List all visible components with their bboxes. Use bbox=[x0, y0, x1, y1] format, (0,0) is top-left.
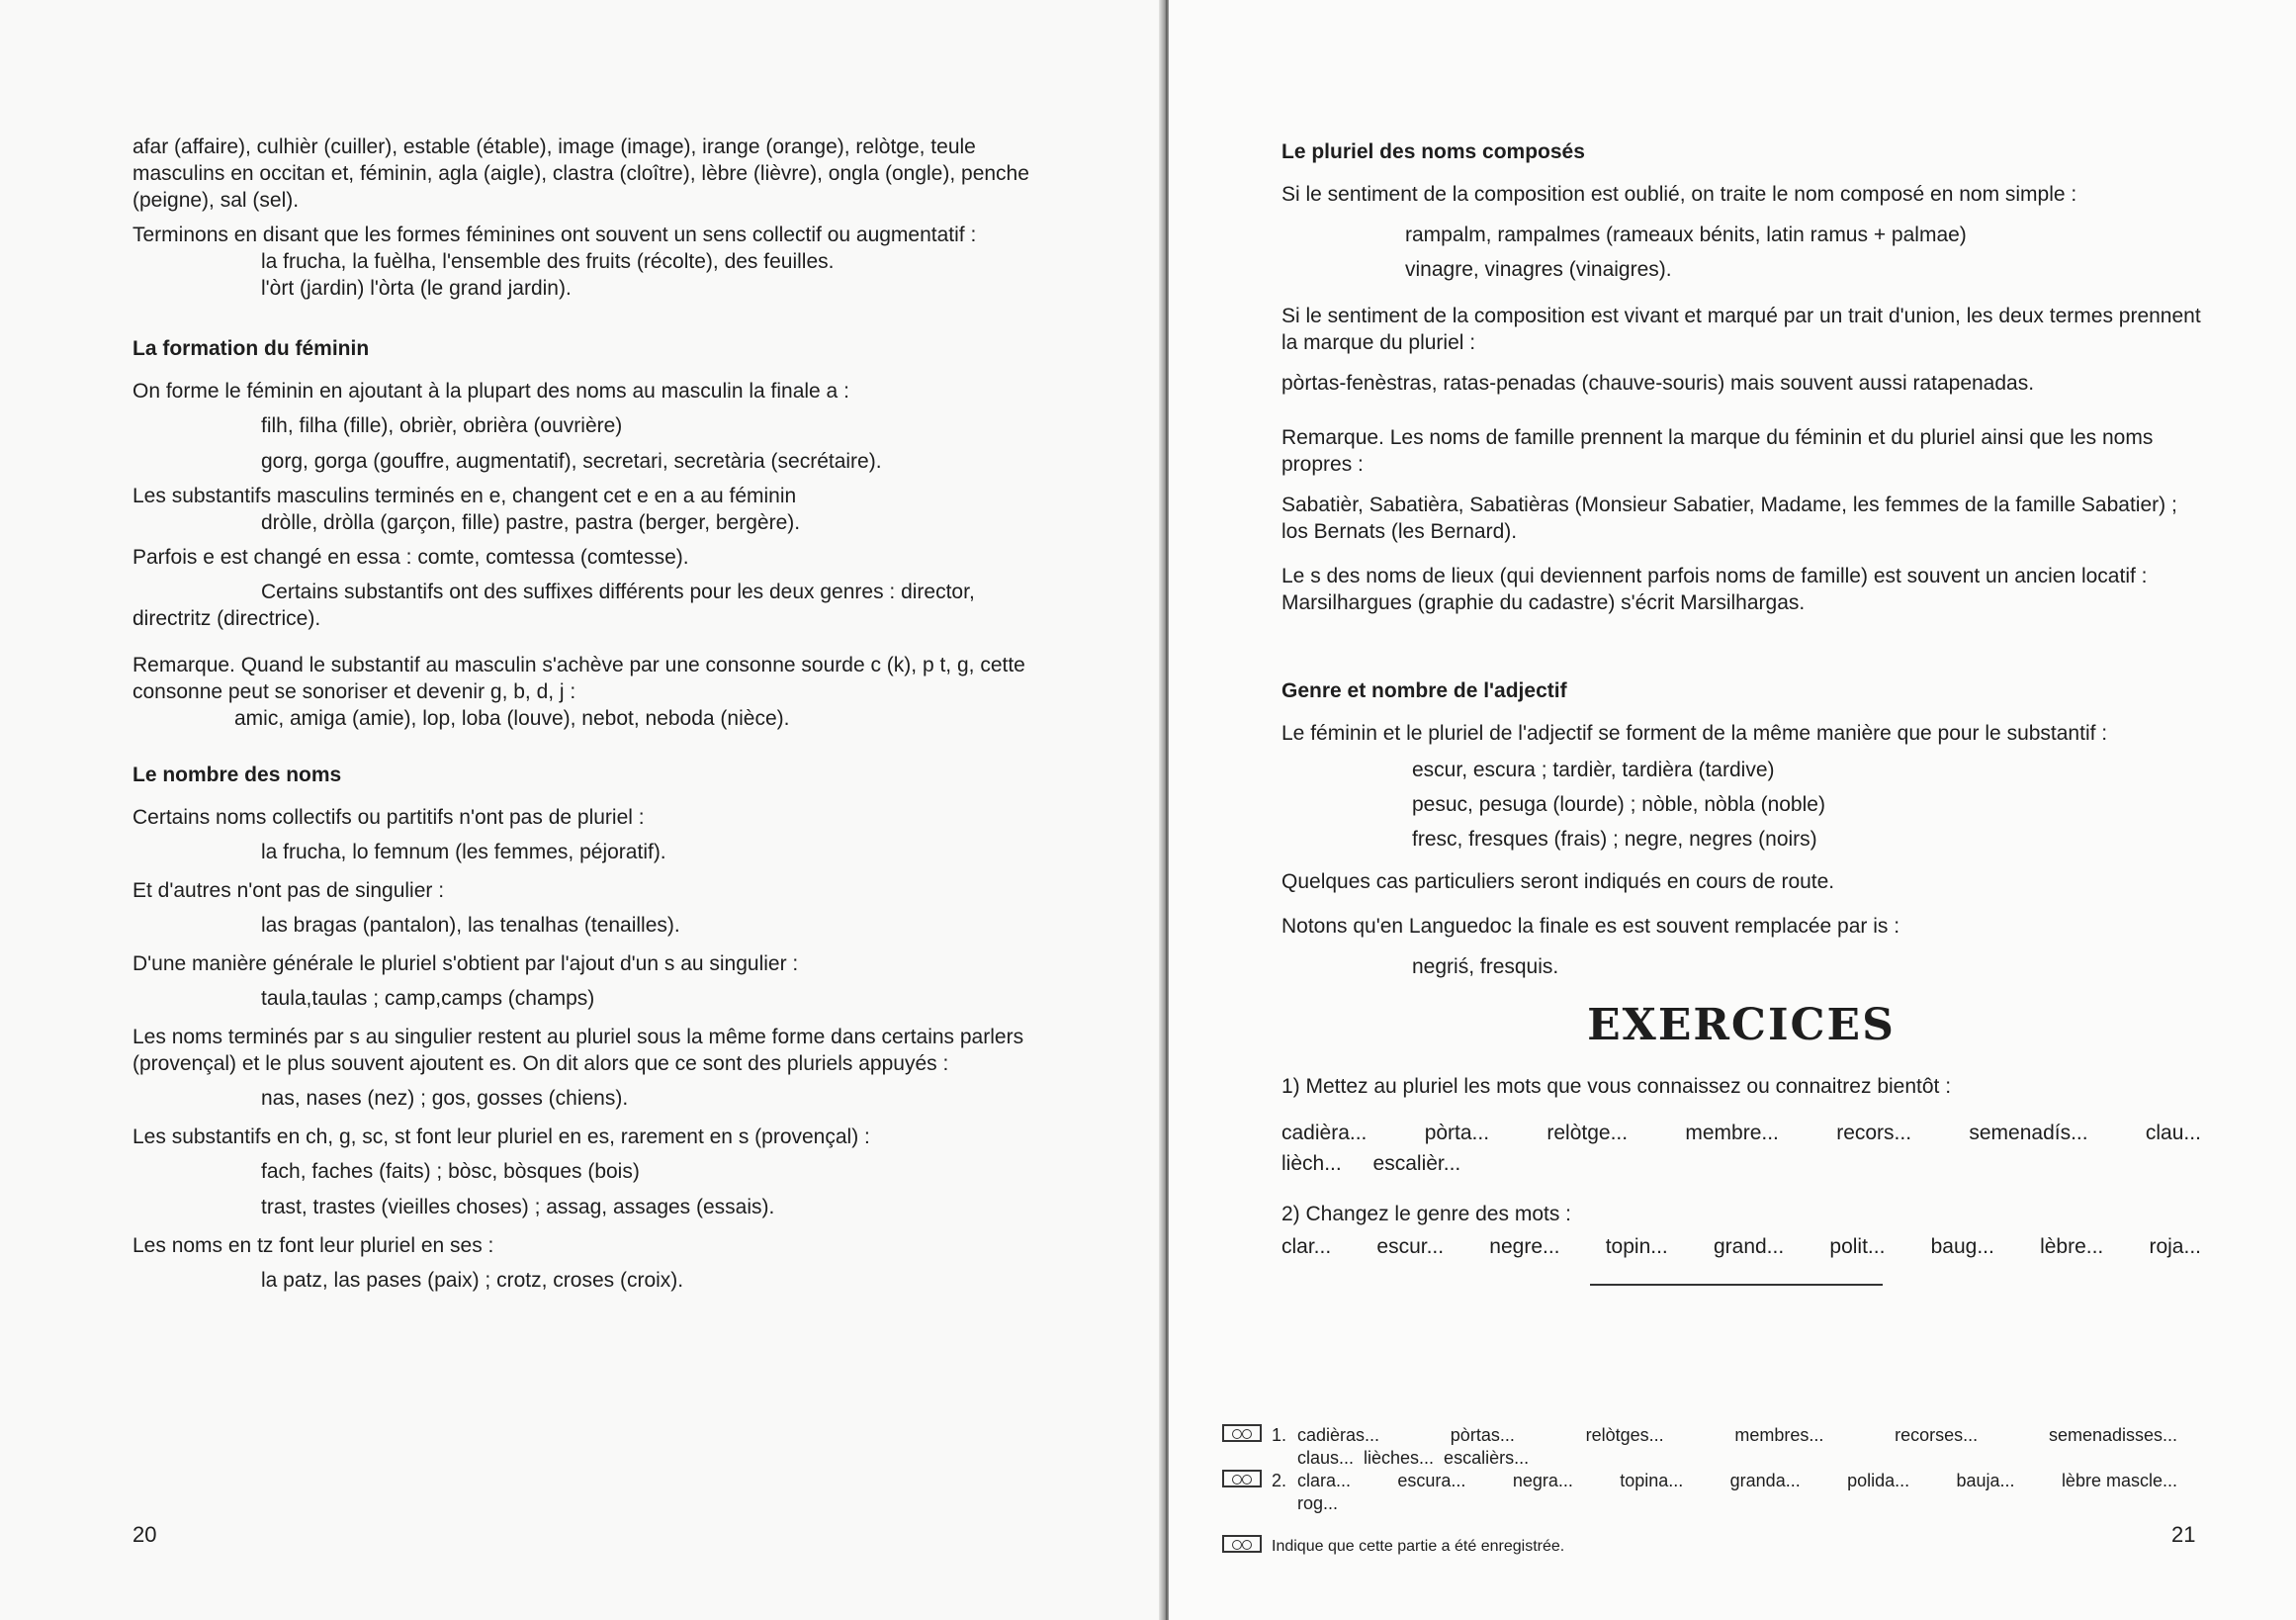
answer-number: 2. bbox=[1272, 1471, 1287, 1490]
answer-word: escura... bbox=[1397, 1471, 1466, 1490]
answer-key-2 bbox=[1222, 1470, 2191, 1515]
exercise-word: clau... bbox=[2145, 1122, 2201, 1144]
paragraph-languedoc: Notons qu'en Languedoc la finale es est souvent remplacée par is : bbox=[1281, 915, 1900, 938]
paragraph-suffixes: Certains substantifs ont des suffixes différents pour les deux genres : director, directritz (directrice). bbox=[132, 581, 975, 630]
answer-word: negra... bbox=[1512, 1471, 1573, 1490]
answer-number: 1. bbox=[1272, 1425, 1287, 1445]
answer-word: relòtges... bbox=[1585, 1425, 1664, 1445]
example-vinagre: vinagre, vinagres (vinaigres). bbox=[1405, 258, 1672, 281]
exercise-word: topin... bbox=[1605, 1235, 1668, 1258]
paragraph-sabatier: Sabatièr, Sabatièra, Sabatièras (Monsieur Sabatier, Madame, les femmes de la famille Sabatier) ; los Bernats (les Bernard). bbox=[1281, 494, 2177, 543]
paragraph-composition-vivante: Si le sentiment de la composition est vivant et marqué par un trait d'union, les deux termes prennent la marque du pluriel : bbox=[1281, 305, 2201, 354]
exercise-word: grand... bbox=[1713, 1235, 1785, 1258]
exercise-word: escalièr... bbox=[1372, 1152, 1461, 1175]
example-gorg: gorg, gorga (gouffre, augmentatif), secretari, secretària (secrétaire). bbox=[261, 450, 882, 473]
example-trast: trast, trastes (vieilles choses) ; assag, assages (essais). bbox=[261, 1196, 775, 1218]
exercise-word: relòtge... bbox=[1546, 1122, 1629, 1144]
exercise-2-words bbox=[1281, 1233, 2201, 1260]
exercise-word: clar... bbox=[1281, 1235, 1332, 1258]
exercise-word: escur... bbox=[1376, 1235, 1445, 1258]
example-bragas: las bragas (pantalon), las tenalhas (tenailles). bbox=[261, 914, 680, 937]
answer-1-line-2: claus... lièches... escalièrs... bbox=[1297, 1448, 1530, 1468]
exercise-word: baug... bbox=[1930, 1235, 1994, 1258]
exercise-1-prompt: 1) Mettez au pluriel les mots que vous connaissez ou connaitrez bientôt : bbox=[1281, 1075, 1952, 1098]
left-page-body bbox=[132, 134, 1048, 1294]
answer-2-line-2: rog... bbox=[1297, 1493, 1339, 1513]
cassette-legend bbox=[1222, 1535, 2191, 1558]
example-drolle: dròlle, dròlla (garçon, fille) pastre, pastra (berger, bergère). bbox=[261, 511, 801, 534]
paragraph-adjectif-intro: Le féminin et le pluriel de l'adjectif se forment de la même manière que pour le substantif : bbox=[1281, 722, 2108, 745]
exercise-word: roja... bbox=[2149, 1235, 2201, 1258]
heading-genre-nombre-adjectif: Genre et nombre de l'adjectif bbox=[1281, 679, 1567, 702]
paragraph-masculins-e: Les substantifs masculins terminés en e, changent cet e en a au féminin bbox=[132, 485, 797, 507]
exercise-word: lèbre... bbox=[2040, 1235, 2104, 1258]
exercise-word: membre... bbox=[1685, 1122, 1779, 1144]
example-nas: nas, nases (nez) ; gos, gosses (chiens). bbox=[261, 1087, 629, 1110]
example-amic: amic, amiga (amie), lop, loba (louve), nebot, neboda (nièce). bbox=[234, 707, 790, 730]
paragraph-feminin-intro: On forme le féminin en ajoutant à la plupart des noms au masculin la finale a : bbox=[132, 380, 849, 403]
example-pesuc: pesuc, pesuga (lourde) ; nòble, nòbla (noble) bbox=[1412, 793, 1825, 816]
example-rampalm: rampalm, rampalmes (rameaux bénits, latin ramus + palmae) bbox=[1405, 224, 1967, 246]
answer-word: cadièras... bbox=[1297, 1425, 1380, 1445]
paragraph-portas-fenestras: pòrtas-fenèstras, ratas-penadas (chauve-souris) mais souvent aussi ratapenadas. bbox=[1281, 372, 2035, 395]
paragraph-pluriel-general: D'une manière générale le pluriel s'obtient par l'ajout d'un s au singulier : bbox=[132, 952, 799, 975]
exercise-word: recors... bbox=[1836, 1122, 1912, 1144]
paragraph-termines-s: Les noms terminés par s au singulier restent au pluriel sous la même forme dans certains parlers (provençal) et le plus souvent ajoutent es. On dit alors que ce sont des pluriels appuyés : bbox=[132, 1026, 1024, 1075]
page-number-right: 21 bbox=[2171, 1522, 2196, 1547]
exercise-1-words bbox=[1281, 1120, 2201, 1146]
paragraph-remarque-consonne: Remarque. Quand le substantif au masculin s'achève par une consonne sourde c (k), p t, g, cette consonne peut se sonoriser et devenir g, b, d, j : bbox=[132, 654, 1025, 703]
paragraph-collectifs: Certains noms collectifs ou partitifs n'ont pas de pluriel : bbox=[132, 806, 645, 829]
heading-nombre-noms: Le nombre des noms bbox=[132, 764, 342, 786]
example-frucha: la frucha, la fuèlha, l'ensemble des fruits (récolte), des feuilles. bbox=[261, 250, 835, 273]
answer-word: topina... bbox=[1620, 1471, 1684, 1490]
right-page bbox=[1169, 0, 2296, 1620]
example-negris: negriś, fresquis. bbox=[1412, 955, 1559, 978]
example-fach: fach, faches (faits) ; bòsc, bòsques (bois) bbox=[261, 1160, 640, 1183]
paragraph-collectif-augmentatif: Terminons en disant que les formes féminines ont souvent un sens collectif ou augmentatif : bbox=[132, 224, 977, 246]
answer-word: clara... bbox=[1297, 1471, 1352, 1490]
paragraph-masculins-occitan: afar (affaire), culhièr (cuiller), estable (étable), image (image), irange (orange), relòtge, teule masculins en occitan et, féminin, agla (aigle), clastra (cloître), lèbre (lièvre), ongla (ongle), penche (peigne), sal (sel). bbox=[132, 135, 1029, 212]
example-fresc: fresc, fresques (frais) ; negre, negres (noirs) bbox=[1412, 828, 1817, 851]
exercise-word: pòrta... bbox=[1424, 1122, 1490, 1144]
example-ort: l'òrt (jardin) l'òrta (le grand jardin). bbox=[261, 277, 572, 300]
example-filh: filh, filha (fille), obrièr, obrièra (ouvrière) bbox=[261, 414, 623, 437]
paragraph-cas-particuliers: Quelques cas particuliers seront indiqués en cours de route. bbox=[1281, 870, 1835, 893]
paragraph-ch-g-sc-st: Les substantifs en ch, g, sc, st font leur pluriel en es, rarement en s (provençal) : bbox=[132, 1125, 870, 1148]
answer-word: bauja... bbox=[1956, 1471, 2015, 1490]
answer-word: lèbre mascle... bbox=[2061, 1471, 2177, 1490]
cassette-icon bbox=[1222, 1424, 1262, 1442]
legend-text: Indique que cette partie a été enregistrée. bbox=[1272, 1538, 1565, 1555]
answer-word: recorses... bbox=[1895, 1425, 1979, 1445]
paragraph-singulier: Et d'autres n'ont pas de singulier : bbox=[132, 879, 445, 902]
answer-separator-rule bbox=[1590, 1284, 1883, 1286]
exercise-word: polit... bbox=[1829, 1235, 1886, 1258]
answer-word: membres... bbox=[1734, 1425, 1824, 1445]
answer-key-1 bbox=[1222, 1424, 2191, 1470]
heading-formation-feminin: La formation du féminin bbox=[132, 337, 370, 360]
heading-noms-composes: Le pluriel des noms composés bbox=[1281, 140, 1585, 163]
exercise-word: negre... bbox=[1489, 1235, 1560, 1258]
exercise-1-words-line-2 bbox=[1281, 1150, 2201, 1177]
example-taula: taula,taulas ; camp,camps (champs) bbox=[261, 987, 595, 1010]
paragraph-noms-lieux: Le s des noms de lieux (qui deviennent parfois noms de famille) est souvent un ancien locatif : Marsilhargues (graphie du cadastre) s'écrit Marsilhargas. bbox=[1281, 565, 2148, 614]
example-patz: la patz, las pases (paix) ; crotz, croses (croix). bbox=[261, 1269, 684, 1292]
right-page-body bbox=[1281, 138, 2201, 1302]
cassette-icon bbox=[1222, 1535, 1262, 1553]
paragraph-tz: Les noms en tz font leur pluriel en ses : bbox=[132, 1234, 494, 1257]
answer-word: semenadisses... bbox=[2048, 1425, 2177, 1445]
exercices-title: EXERCICES bbox=[1587, 1000, 1896, 1050]
answer-word: granda... bbox=[1729, 1471, 1801, 1490]
paragraph-composition-oubliee: Si le sentiment de la composition est oublié, on traite le nom composé en nom simple : bbox=[1281, 183, 2077, 206]
cassette-icon bbox=[1222, 1470, 1262, 1487]
exercise-word: semenadís... bbox=[1969, 1122, 2088, 1144]
page-number-left: 20 bbox=[132, 1522, 157, 1547]
example-femnum: la frucha, lo femnum (les femmes, péjoratif). bbox=[261, 841, 666, 863]
example-escur: escur, escura ; tardièr, tardièra (tardive) bbox=[1412, 759, 1775, 781]
exercise-2-prompt: 2) Changez le genre des mots : bbox=[1281, 1203, 1571, 1225]
exercise-word: lièch... bbox=[1281, 1152, 1342, 1175]
paragraph-essa: Parfois e est changé en essa : comte, comtessa (comtesse). bbox=[132, 546, 689, 569]
answer-word: polida... bbox=[1847, 1471, 1910, 1490]
exercise-word: cadièra... bbox=[1281, 1122, 1368, 1144]
paragraph-remarque-noms-famille: Remarque. Les noms de famille prennent la marque du féminin et du pluriel ainsi que les noms propres : bbox=[1281, 426, 2154, 476]
answer-word: pòrtas... bbox=[1450, 1425, 1515, 1445]
